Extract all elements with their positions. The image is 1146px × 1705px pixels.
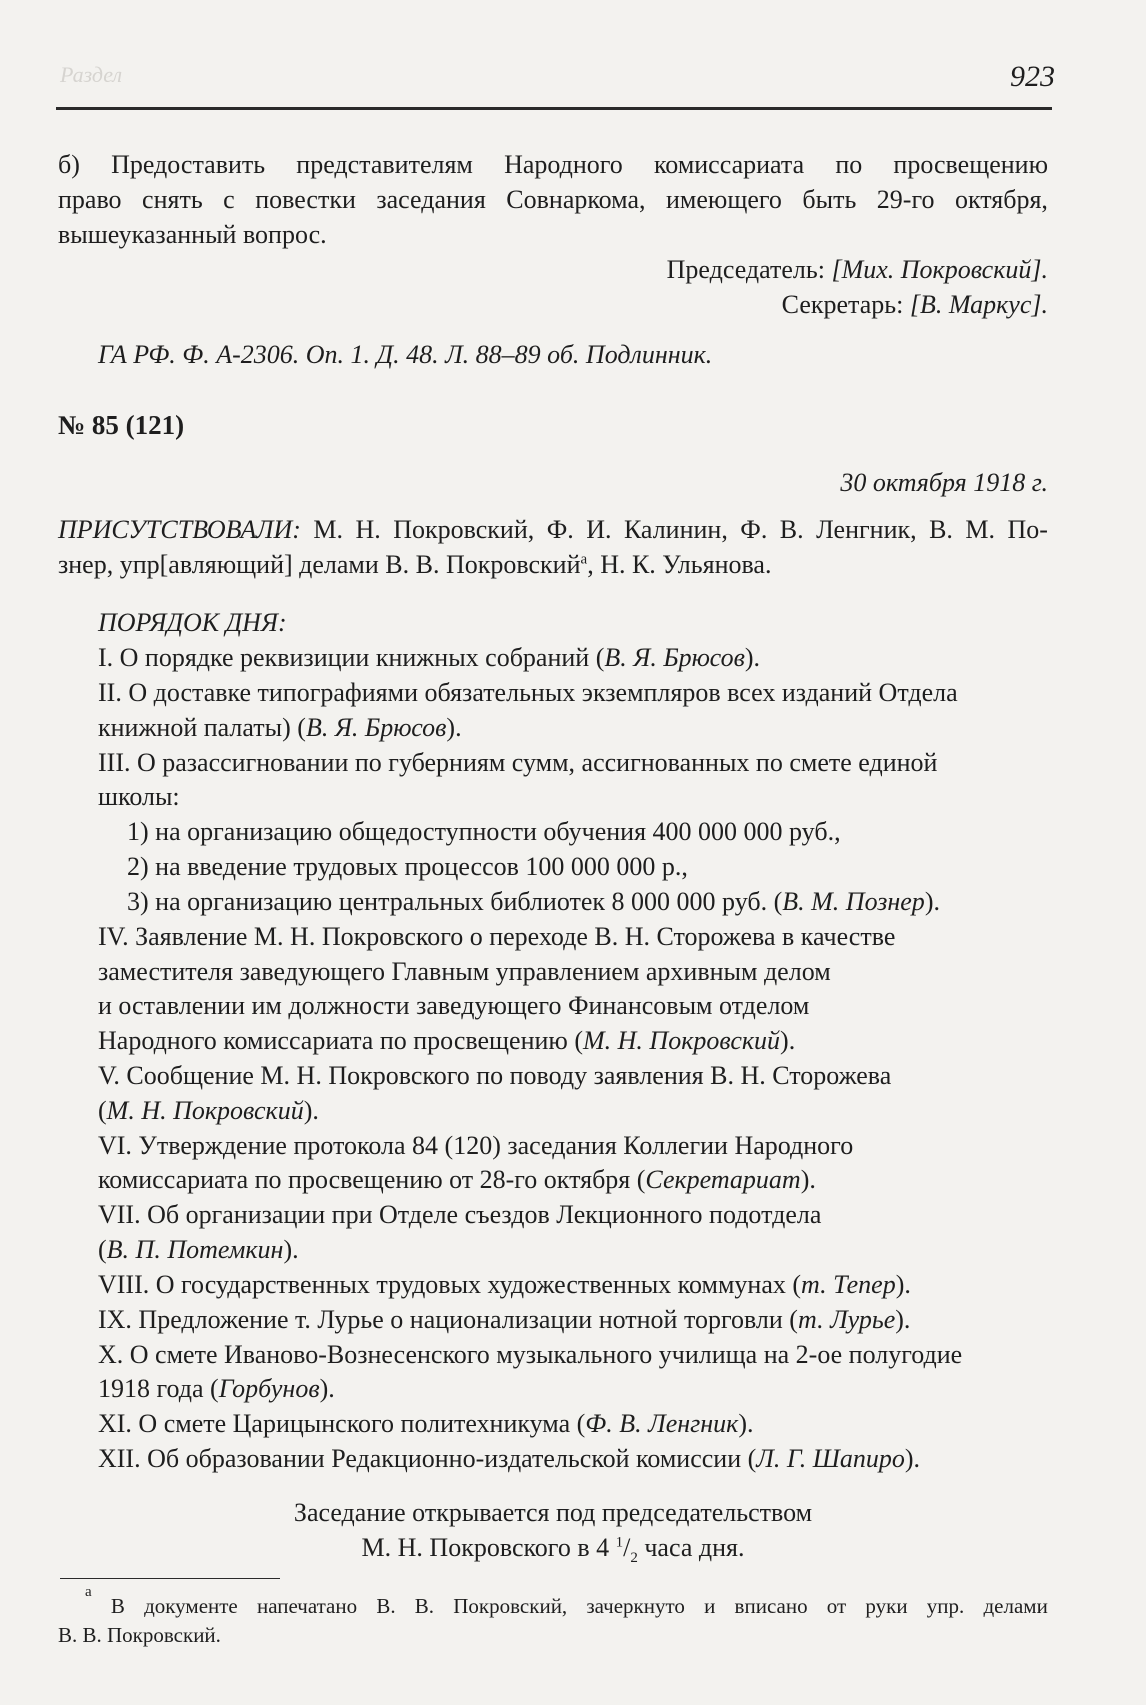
agenda-text: ). xyxy=(283,1235,299,1264)
agenda-line xyxy=(98,1131,853,1161)
word: Народного xyxy=(504,150,623,179)
word: 29-го xyxy=(876,185,935,214)
chair-label: Председатель: xyxy=(666,255,832,284)
word: заседания xyxy=(376,185,486,214)
fraction-numerator: 1 xyxy=(615,1534,624,1551)
secretary-name: [В. Маркус]. xyxy=(909,290,1048,319)
agenda-text: X. О смете Иваново-Вознесенского музыкального училища на 2-ое полугодие xyxy=(98,1340,963,1369)
agenda-responsible: Л. Г. Шапиро xyxy=(756,1444,905,1473)
word: М. xyxy=(313,515,344,544)
present-line-1 xyxy=(58,515,1048,545)
word: Покровский, xyxy=(453,1594,568,1618)
agenda-responsible: Ф. В. Ленгник xyxy=(585,1409,739,1438)
agenda-text: IV. Заявление М. Н. Покровского о переходе В. Н. Сторожева в качестве xyxy=(98,922,896,951)
footnote-mark: а xyxy=(580,551,588,568)
agenda-responsible: Горбунов xyxy=(218,1374,320,1403)
word: В xyxy=(110,1594,125,1618)
secretary-signature xyxy=(782,290,1048,320)
agenda-text: 2) на введение трудовых процессов 100 000 000 р., xyxy=(127,852,688,881)
agenda-line xyxy=(98,1444,920,1474)
agenda-text: IX. Предложение т. Лурье о национализации нотной торговли ( xyxy=(98,1305,798,1334)
agenda-responsible: т. Тепер xyxy=(801,1270,896,1299)
agenda-line xyxy=(98,713,462,743)
word: быть xyxy=(802,185,857,214)
agenda-line xyxy=(98,1061,891,1091)
agenda-text: ). xyxy=(744,643,761,672)
word: от xyxy=(826,1594,847,1618)
word: В. xyxy=(376,1594,396,1618)
word: октября, xyxy=(954,185,1048,214)
word: Калинин, xyxy=(623,515,728,544)
agenda-responsible: В. М. Познер xyxy=(782,887,925,916)
word: Ф. xyxy=(740,515,768,544)
agenda-text: VIII. О государственных трудовых художественных коммунах ( xyxy=(98,1270,802,1299)
agenda-line xyxy=(98,991,809,1021)
fraction-denominator: 2 xyxy=(630,1550,638,1567)
agenda-text: V. Сообщение М. Н. Покровского по поводу заявления В. Н. Сторожева xyxy=(98,1061,892,1090)
agenda-text: III. О разассигновании по губерниям сумм, ассигнованных по смете единой xyxy=(98,748,938,777)
agenda-text: книжной палаты) ( xyxy=(98,713,306,742)
word: Ф. xyxy=(546,515,574,544)
footnote-rule xyxy=(60,1578,280,1579)
agenda-text: ( xyxy=(98,1096,107,1125)
word: М. xyxy=(965,515,996,544)
agenda-text: ). xyxy=(904,1444,921,1473)
agenda-responsible: В. Я. Брюсов xyxy=(604,643,745,672)
agenda-line xyxy=(98,1409,754,1439)
agenda-text: 1918 года ( xyxy=(98,1374,219,1403)
para-b-line-3: вышеуказанный вопрос. xyxy=(58,220,327,249)
agenda-text: VI. Утверждение протокола 84 (120) заседания Коллегии Народного xyxy=(98,1131,854,1160)
word: Предоставить xyxy=(111,150,266,179)
word: делами xyxy=(983,1594,1048,1618)
word: упр. xyxy=(926,1594,965,1618)
fraction-separator: / xyxy=(623,1533,631,1562)
word: Покровский, xyxy=(393,515,535,544)
agenda-line xyxy=(98,1374,335,1404)
archive-source: ГА РФ. Ф. А-2306. Оп. 1. Д. 48. Л. 88–89 об. Подлинник. xyxy=(98,340,713,369)
agenda-text: Народного комиссариата по просвещению ( xyxy=(98,1026,583,1055)
opening-text-end: часа дня. xyxy=(637,1533,745,1562)
agenda-text: XI. О смете Царицынского политехникума ( xyxy=(98,1409,586,1438)
agenda-responsible: М. Н. Покровский xyxy=(106,1096,304,1125)
word: В. xyxy=(414,1594,435,1618)
agenda-text: 3) на организацию центральных библиотек 8 000 000 руб. ( xyxy=(127,887,783,916)
word: зачеркнуто xyxy=(586,1594,685,1618)
footnote-line-1 xyxy=(85,1584,1048,1620)
agenda-text: ). xyxy=(446,713,462,742)
opening-line-1: Заседание открывается под председательством xyxy=(293,1498,813,1527)
word: вписано xyxy=(734,1594,808,1618)
word: руки xyxy=(865,1594,908,1618)
agenda-line xyxy=(98,1340,962,1370)
agenda-title: ПОРЯДОК ДНЯ: xyxy=(98,608,287,637)
present-line-2 xyxy=(58,550,771,580)
footnote-mark: а xyxy=(85,1584,92,1600)
word: снять xyxy=(142,185,203,214)
agenda-responsible: Секретариат xyxy=(645,1165,801,1194)
agenda-subitem xyxy=(127,852,688,882)
word: По- xyxy=(1007,515,1048,544)
agenda-text: школы: xyxy=(98,782,180,811)
agenda-text: и оставлении им должности заведующего Финансовым отделом xyxy=(98,991,810,1020)
agenda-text: ). xyxy=(924,887,940,916)
agenda-text: ( xyxy=(98,1235,107,1264)
agenda-line xyxy=(98,1200,821,1230)
word: и xyxy=(704,1594,716,1618)
agenda-line xyxy=(98,643,760,673)
agenda-text: ). xyxy=(738,1409,754,1438)
page-number: 923 xyxy=(1010,60,1055,93)
word: напечатано xyxy=(256,1594,358,1618)
word: повестки xyxy=(255,185,356,214)
chairman-signature xyxy=(667,255,1048,285)
agenda-subitem xyxy=(127,887,940,917)
agenda-text: ). xyxy=(800,1165,816,1194)
agenda-responsible: М. Н. Покровский xyxy=(583,1026,781,1055)
agenda-responsible: В. Я. Брюсов xyxy=(305,713,447,742)
agenda-text: ). xyxy=(780,1026,796,1055)
word: Ленгник, xyxy=(816,515,917,544)
para-b-line-1 xyxy=(58,150,1048,180)
word: В. xyxy=(779,515,804,544)
word: комиссариата xyxy=(654,150,805,179)
agenda-line xyxy=(98,1026,795,1056)
agenda-line xyxy=(98,1270,911,1300)
agenda-text: ). xyxy=(895,1305,911,1334)
agenda-responsible: В. П. Потемкин xyxy=(106,1235,284,1264)
word: И. xyxy=(586,515,612,544)
footnote-line-2: В. В. Покровский. xyxy=(58,1623,221,1647)
agenda-line xyxy=(98,1235,299,1265)
present-label: ПРИСУТСТВОВАЛИ: xyxy=(58,515,301,544)
running-head: Раздел xyxy=(60,62,123,87)
agenda-line xyxy=(98,1165,816,1195)
agenda-text: II. О доставке типографиями обязательных экземпляров всех изданий Отдела xyxy=(98,678,958,707)
word: право xyxy=(58,185,122,214)
agenda-line xyxy=(98,782,180,812)
word: б) xyxy=(58,150,80,179)
para-b-line-2 xyxy=(58,185,1048,215)
word: Н. xyxy=(355,515,381,544)
agenda-subitem xyxy=(127,817,841,847)
present-text: знер, упр[авляющий] делами В. В. Покровский xyxy=(58,550,581,579)
secretary-label: Секретарь: xyxy=(781,290,910,319)
word: представителям xyxy=(296,150,473,179)
agenda-line xyxy=(98,1305,910,1335)
word: В. xyxy=(929,515,953,544)
agenda-line xyxy=(98,748,937,778)
agenda-text: XII. Об образовании Редакционно-издательской комиссии ( xyxy=(98,1444,757,1473)
agenda-text: ). xyxy=(303,1096,319,1125)
agenda-line xyxy=(98,922,895,952)
agenda-responsible: т. Лурье xyxy=(797,1305,896,1334)
word: просвещению xyxy=(893,150,1048,179)
opening-line-2 xyxy=(58,1533,1048,1573)
agenda-text: I. О порядке реквизиции книжных собраний ( xyxy=(98,643,605,672)
agenda-text: ). xyxy=(895,1270,911,1299)
present-text-end: , Н. К. Ульянова. xyxy=(587,550,772,579)
word: по xyxy=(835,150,863,179)
agenda-text: 1) на организацию общедоступности обучения 400 000 000 руб., xyxy=(127,817,841,846)
opening-text: М. Н. Покровского в 4 xyxy=(361,1533,616,1562)
word: с xyxy=(223,185,235,214)
header-rule xyxy=(56,107,1052,110)
agenda-text: заместителя заведующего Главным управлением архивным делом xyxy=(98,957,831,986)
document-number: № 85 (121) xyxy=(58,410,185,440)
chair-name: [Мих. Покровский]. xyxy=(831,255,1048,284)
word: имеющего xyxy=(665,185,782,214)
document-date: 30 октября 1918 г. xyxy=(840,468,1048,497)
agenda-line xyxy=(98,1096,319,1126)
agenda-text: VII. Об организации при Отделе съездов Лекционного подотдела xyxy=(98,1200,822,1229)
agenda-line xyxy=(98,678,958,708)
word: документе xyxy=(144,1594,238,1618)
agenda-text: комиссариата по просвещению от 28-го октября ( xyxy=(98,1165,646,1194)
word: Совнаркома, xyxy=(506,185,646,214)
agenda-line xyxy=(98,957,831,987)
agenda-text: ). xyxy=(319,1374,335,1403)
